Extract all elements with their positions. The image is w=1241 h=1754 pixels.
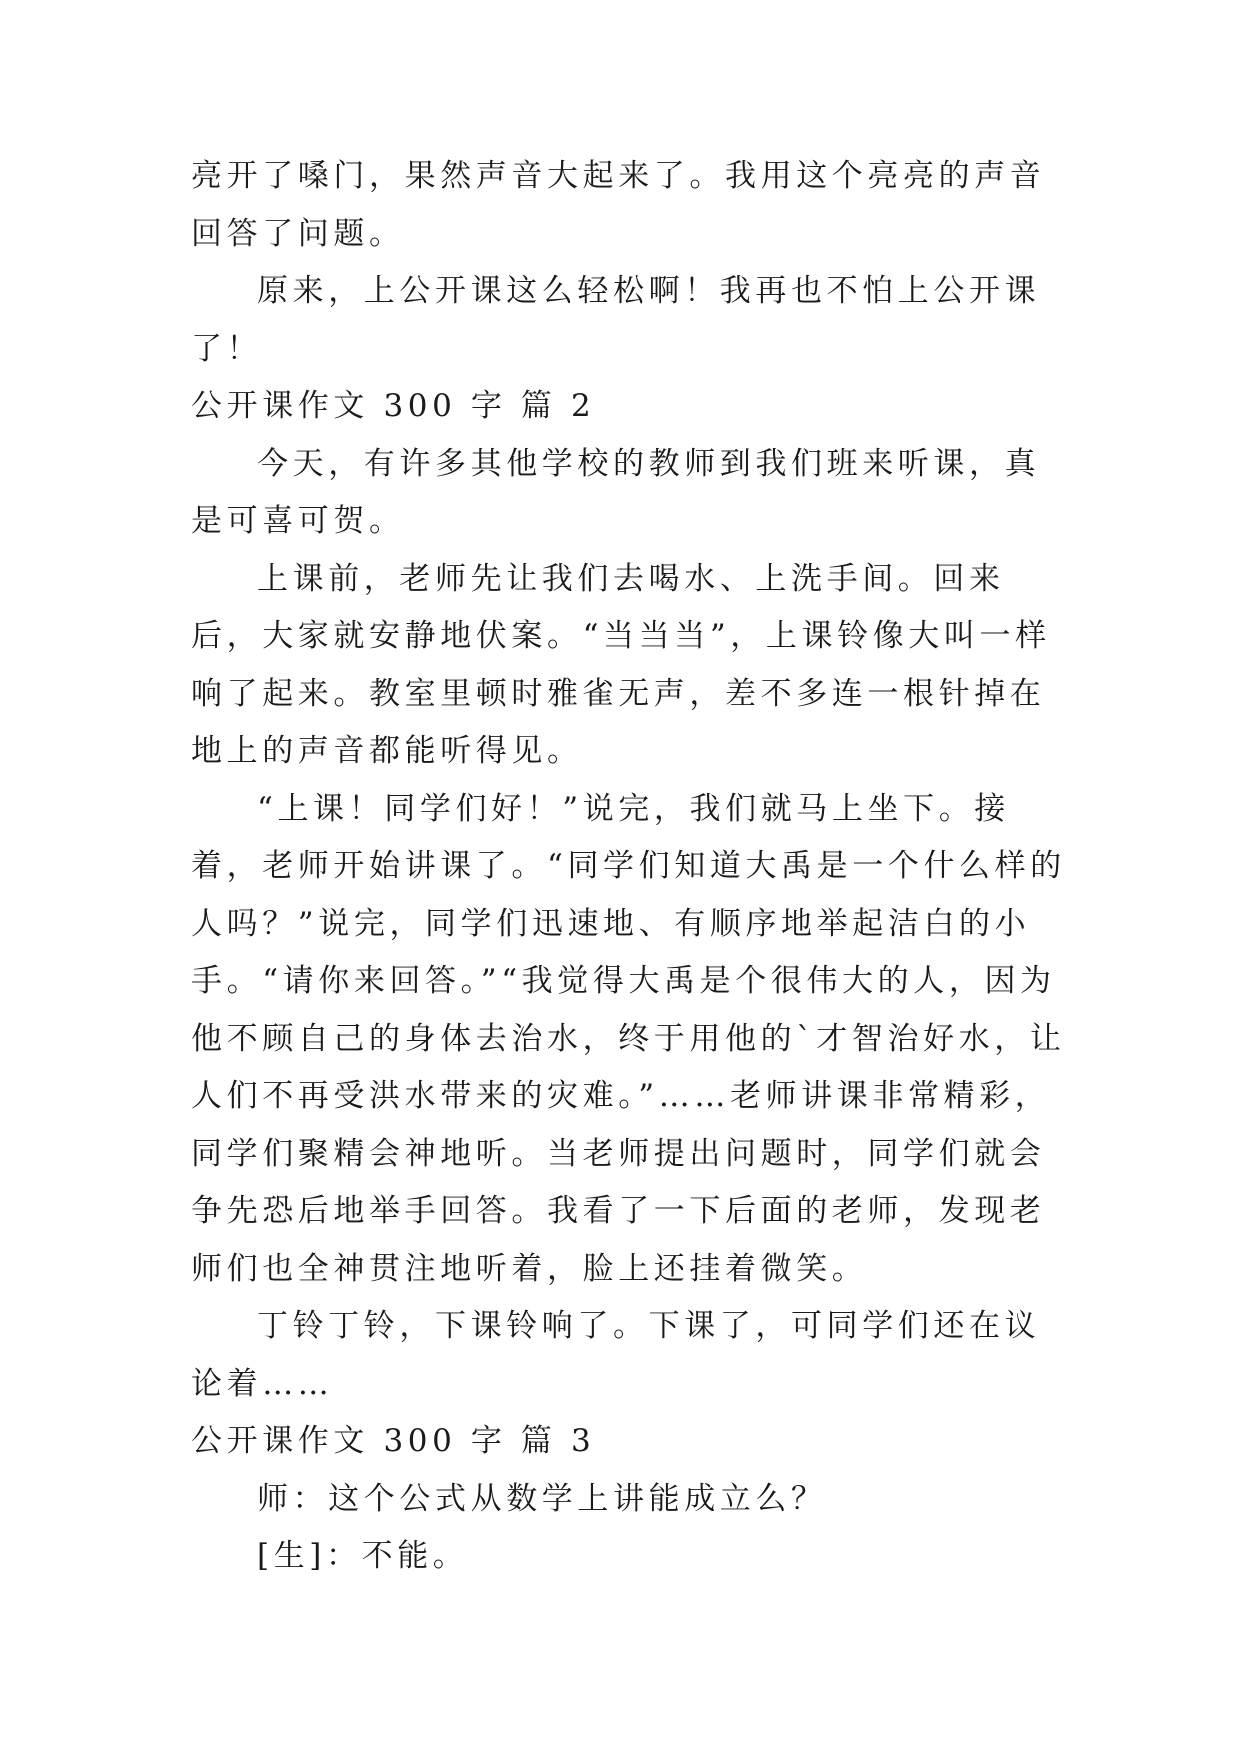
paragraph: 今天，有许多其他学校的教师到我们班来听课，真是可喜可贺。 (191, 445, 1041, 539)
section-heading: 公开课作文 300 字 篇 2 (191, 388, 596, 424)
paragraph: 上课前，老师先让我们去喝水、上洗手间。回来后，大家就安静地伏案。“当当当”，上课铃像大叫一样响了起来。教室里顿时雅雀无声，差不多连一根针掉在地上的声音都能听得见。 (191, 560, 1051, 769)
paragraph: [生]：不能。 (257, 1538, 469, 1574)
document-page (191, 148, 1071, 1586)
paragraph-continued: 亮开了嗓门，果然声音大起来了。我用这个亮亮的声音回答了问题。 (191, 158, 1046, 252)
paragraph: 师：这个公式从数学上讲能成立么？ (257, 1480, 827, 1517)
paragraph: 丁铃丁铃，下课铃响了。下课了，可同学们还在议论着…… (191, 1308, 1041, 1402)
section-heading: 公开课作文 300 字 篇 3 (191, 1423, 596, 1459)
paragraph: 原来，上公开课这么轻松啊！我再也不怕上公开课了！ (191, 273, 1041, 367)
paragraph: “上课！同学们好！”说完，我们就马上坐下。接着，老师开始讲课了。“同学们知道大禹是一个什么样的人吗？”说完，同学们迅速地、有顺序地举起洁白的小手。“请你来回答。”“我觉得大禹是个很伟大的人，因为他不顾自己的身体去治水，终于用他的`才智治好水，让人们不再受洪水带来的灾难。”……老师讲课非常精彩，同学们聚精会神地听。当老师提出问题时，同学们就会争先恐后地举手回答。我看了一下后面的老师，发现老师们也全神贯注地听着，脸上还挂着微笑。 (191, 790, 1066, 1287)
